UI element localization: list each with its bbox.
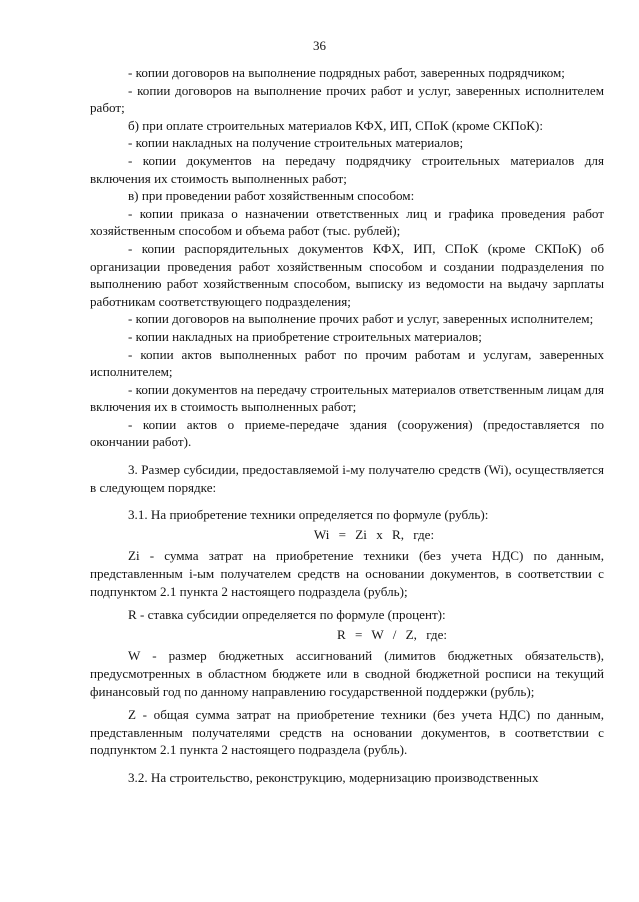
formula-r: R = W / Z, где: — [336, 626, 448, 642]
paragraph-acts-of-works: - копии актов выполненных работ по прочим работам и услугам, заверенных исполнителем; — [90, 346, 604, 380]
formula-wi: Wi = Zi x R, где: — [313, 526, 435, 542]
paragraph-subsidy-size: 3. Размер субсидии, предоставляемой i-му получателю средств (Wi), осуществляется в следующем порядке: — [90, 462, 604, 495]
paragraph-z-definition: Z - общая сумма затрат на приобретение техники (без учета НДС) по данным, представленным получателями средств на основании документов, в соответствии с подпунктом 2.1 пункта 2 настоящего подраздела (рубль). — [90, 707, 604, 758]
paragraph-r-definition: R - ставка субсидии определяется по формуле (процент): — [128, 607, 446, 623]
paragraph-materials-invoices: - копии накладных на получение строительных материалов; — [128, 135, 464, 151]
paragraph-in-house-heading: в) при проведении работ хозяйственным способом: — [128, 188, 415, 204]
paragraph-transfer-to-responsible: - копии документов на передачу строительных материалов ответственным лицам для включения их в стоимость выполненных работ; — [90, 381, 604, 415]
paragraph-construction: 3.2. На строительство, реконструкцию, модернизацию производственных — [128, 769, 539, 785]
paragraph-acceptance-acts: - копии актов о приеме-передаче здания (сооружения) (предоставляется по окончании работ). — [90, 416, 604, 450]
paragraph-order-copies: - копии приказа о назначении ответственных лиц и графика проведения работ хозяйственным способом и объема работ (тыс. рублей); — [90, 205, 604, 239]
paragraph-w-definition: W - размер бюджетных ассигнований (лимитов бюджетных обязательств), предусмотренных в областном бюджете или в сводной бюджетной росписи на текущий финансовый год по данному направлению государственной поддержки (рубль); — [90, 648, 604, 699]
paragraph-other-works-contracts: - копии договоров на выполнение прочих работ и услуг, заверенных исполнителем работ; — [90, 82, 604, 116]
paragraph-other-contracts: - копии договоров на выполнение прочих работ и услуг, заверенных исполнителем; — [128, 311, 594, 327]
paragraph-administrative-docs: - копии распорядительных документов КФХ, ИП, СПоК (кроме СКПоК) об организации проведения работ хозяйственным способом и создании подразделения по выполнению работ хозяйственным способом, выписку из ведомости на выдачу зарплаты работникам соответствующего подразделения; — [90, 240, 604, 309]
paragraph-equipment-purchase: 3.1. На приобретение техники определяется по формуле (рубль): — [128, 507, 489, 523]
paragraph-materials-payment-heading: б) при оплате строительных материалов КФХ, ИП, СПоК (кроме СКПоК): — [128, 117, 544, 133]
paragraph-zi-definition: Zi - сумма затрат на приобретение техники (без учета НДС) по данным, представленным i-ым получателем средств на основании документов, в соответствии с подпунктом 2.1 пункта 2 настоящего подраздела (рубль); — [90, 548, 604, 599]
paragraph-materials-transfer-docs: - копии документов на передачу подрядчику строительных материалов для включения их стоимость выполненных работ; — [90, 152, 604, 186]
paragraph-purchase-invoices: - копии накладных на приобретение строительных материалов; — [128, 328, 482, 344]
paragraph-contractor-contracts: - копии договоров на выполнение подрядных работ, заверенных подрядчиком; — [128, 65, 565, 80]
document-body — [90, 64, 604, 787]
page-number: 36 — [313, 38, 326, 53]
